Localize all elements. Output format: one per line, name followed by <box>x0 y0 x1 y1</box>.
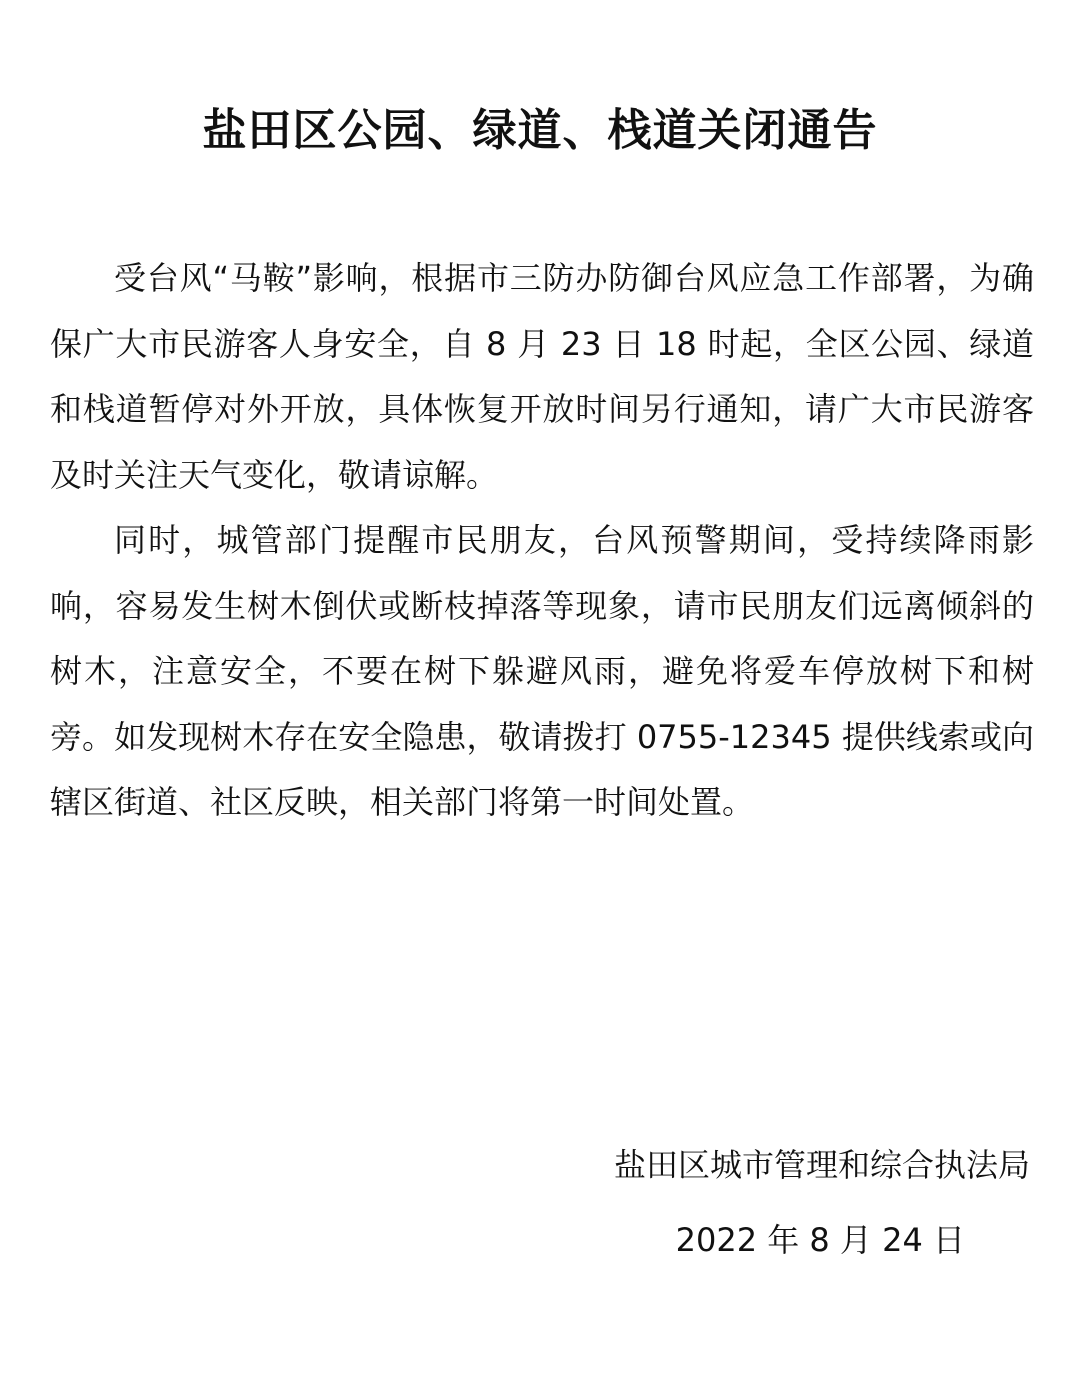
notice-title: 盐田区公园、绿道、栈道关闭通告 <box>202 105 878 156</box>
issue-date: 2022 年 8 月 24 日 <box>675 1221 965 1259</box>
notice-body <box>50 246 1034 836</box>
notice-paragraph-closure: 受台风“马鞍”影响，根据市三防办防御台风应急工作部署，为确保广大市民游客人身安全，自 8 月 23 日 18 时起，全区公园、绿道和栈道暂停对外开放，具体恢复开放时间另行通知，请广大市民游客及时关注天气变化，敬请谅解。 <box>50 259 1034 494</box>
issuer-signature: 盐田区城市管理和综合执法局 <box>613 1146 1030 1184</box>
notice-paragraph-safety: 同时，城管部门提醒市民朋友，台风预警期间，受持续降雨影响，容易发生树木倒伏或断枝掉落等现象，请市民朋友们远离倾斜的树木，注意安全，不要在树下躲避风雨，避免将爱车停放树下和树旁。如发现树木存在安全隐患，敬请拨打 0755-12345 提供线索或向辖区街道、社区反映，相关部门将第一时间处置。 <box>50 521 1034 821</box>
